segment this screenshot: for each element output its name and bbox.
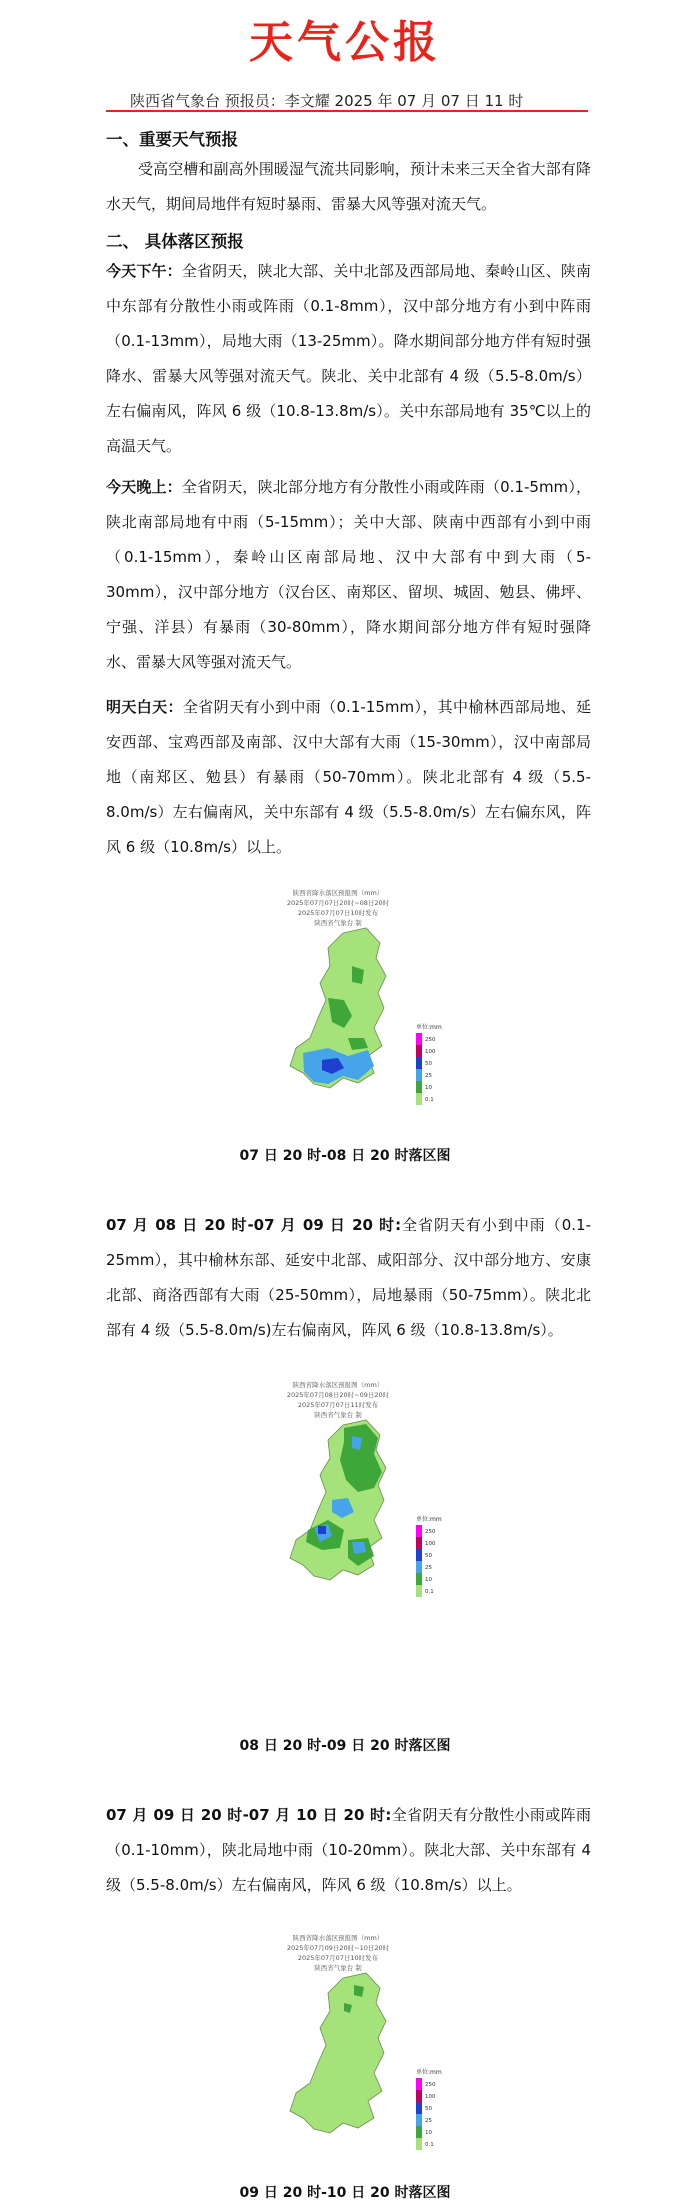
section1-text: 受高空槽和副高外围暖湿气流共同影响，预计未来三天全省大部有降水天气，期间局地伴有短时暴雨、雷暴大风等强对流天气。 [106, 160, 591, 213]
legend-title: 单位:mm [416, 1024, 442, 1031]
bulletin-title: 天气公报 [249, 17, 441, 68]
rain-map-1 [248, 888, 448, 1123]
map-legend [416, 1023, 442, 1105]
legend-label: 25 [425, 2118, 432, 2124]
legend-label: 0.1 [425, 1097, 434, 1103]
forecast-body: 全省阴天，陕北部分地方有分散性小雨或阵雨（0.1-5mm），陕北南部局地有中雨（5-15mm）；关中大部、陕南中西部有小到中雨（0.1-15mm），秦岭山区南部局地、汉中大部有中到大雨（5-30mm），汉中部分地方（汉台区、南郑区、留坝、城固、勉县、佛坪、宁强、洋县）有暴雨（30-80mm），降水期间部分地方伴有短时强降水、雷暴大风等强对流天气。 [106, 478, 591, 671]
map-legend [416, 1515, 442, 1597]
legend-title: 单位:mm [416, 2069, 442, 2076]
forecast-day3 [106, 1798, 591, 1903]
map-issuer: 陕西省气象台 制 [314, 1411, 362, 1419]
shaanxi-map-1 [248, 888, 448, 1123]
legend-label: 50 [425, 2106, 432, 2112]
map-issued: 2025年07月07日10时发布 [297, 1954, 379, 1962]
legend-label: 10 [425, 1577, 432, 1583]
map-3-caption: 09 日 20 时-10 日 20 时落区图 [239, 2185, 451, 2201]
section2-heading: 二、 具体落区预报 [106, 232, 244, 251]
legend-label: 100 [425, 1541, 436, 1547]
map-issued: 2025年07月07日11时发布 [297, 1401, 379, 1409]
map-1-caption: 07 日 20 时-08 日 20 时落区图 [239, 1148, 451, 1164]
map-title: 陕西省降水落区预报图（mm） [292, 1934, 384, 1942]
forecast-lead: 07 月 08 日 20 时-07 月 09 日 20 时: [106, 1216, 402, 1234]
map-period: 2025年07月08日20时~09日20时 [286, 1391, 390, 1399]
legend-title: 单位:mm [416, 1516, 442, 1523]
forecast-body: 全省阴天有小到中雨（0.1-15mm），其中榆林西部局地、延安西部、宝鸡西部及南部、汉中大部有大雨（15-30mm），汉中南部局地（南郑区、勉县）有暴雨（50-70mm）。陕北北部有 4 级（5.5-8.0m/s）左右偏南风，关中东部有 4 级（5.5-8.0m/s）左右偏东风，阵风 6 级（10.8m/s）以上。 [106, 698, 591, 856]
map-issuer: 陕西省气象台 制 [314, 1964, 362, 1972]
forecast-body: 全省阴天有小到中雨（0.1-25mm），其中榆林东部、延安中北部、咸阳部分、汉中部分地方、安康北部、商洛西部有大雨（25-50mm），局地暴雨（50-75mm）。陕北北部有 4 级（5.5-8.0m/s)左右偏南风，阵风 6 级（10.8-13.8m/s）。 [106, 1216, 591, 1339]
legend-label: 100 [425, 1049, 436, 1055]
map-period: 2025年07月09日20时~10日20时 [286, 1944, 390, 1952]
map-issued: 2025年07月07日10时发布 [297, 909, 379, 917]
legend-label: 10 [425, 1085, 432, 1091]
forecast-today-afternoon [106, 254, 591, 464]
map-2-caption: 08 日 20 时-09 日 20 时落区图 [239, 1738, 451, 1754]
map-legend [416, 2068, 442, 2150]
forecast-lead: 今天晚上： [106, 478, 182, 496]
map-period: 2025年07月07日20时~08日20时 [286, 899, 390, 907]
forecast-tonight [106, 470, 591, 680]
legend-label: 0.1 [425, 1589, 434, 1595]
legend-label: 10 [425, 2130, 432, 2136]
legend-label: 25 [425, 1565, 432, 1571]
legend-label: 50 [425, 1061, 432, 1067]
legend-label: 250 [425, 1529, 436, 1535]
forecast-body: 全省阴天有分散性小雨或阵雨（0.1-10mm），陕北局地中雨（10-20mm）。陕北大部、关中东部有 4 级（5.5-8.0m/s）左右偏南风，阵风 6 级（10.8m/s）以上。 [106, 1806, 591, 1894]
forecast-tomorrow-day [106, 690, 591, 865]
rain-map-3 [248, 1933, 448, 2168]
legend-label: 25 [425, 1073, 432, 1079]
map-issuer: 陕西省气象台 制 [314, 919, 362, 927]
title-divider [106, 110, 588, 112]
bulletin-meta: 陕西省气象台 预报员：李文耀 2025 年 07 月 07 日 11 时 [130, 92, 524, 110]
legend-label: 0.1 [425, 2142, 434, 2148]
forecast-day2 [106, 1208, 591, 1348]
section1-heading: 一、重要天气预报 [106, 130, 238, 149]
shaanxi-map-2 [248, 1380, 448, 1615]
legend-label: 250 [425, 1037, 436, 1043]
forecast-lead: 07 月 09 日 20 时-07 月 10 日 20 时: [106, 1806, 392, 1824]
legend-label: 100 [425, 2094, 436, 2100]
forecast-body: 全省阴天，陕北大部、关中北部及西部局地、秦岭山区、陕南中东部有分散性小雨或阵雨（0.1-8mm），汉中部分地方有小到中阵雨（0.1-13mm），局地大雨（13-25mm）。降水期间部分地方伴有短时强降水、雷暴大风等强对流天气。陕北、关中北部有 4 级（5.5-8.0m/s）左右偏南风，阵风 6 级（10.8-13.8m/s）。关中东部局地有 35℃以上的高温天气。 [106, 262, 591, 455]
shaanxi-map-3 [248, 1933, 448, 2168]
forecast-lead: 今天下午： [106, 262, 182, 280]
rain-map-2 [248, 1380, 448, 1615]
legend-label: 250 [425, 2082, 436, 2088]
legend-label: 50 [425, 1553, 432, 1559]
map-title: 陕西省降水落区预报图（mm） [292, 889, 384, 897]
map-title: 陕西省降水落区预报图（mm） [292, 1381, 384, 1389]
forecast-lead: 明天白天： [106, 698, 183, 716]
